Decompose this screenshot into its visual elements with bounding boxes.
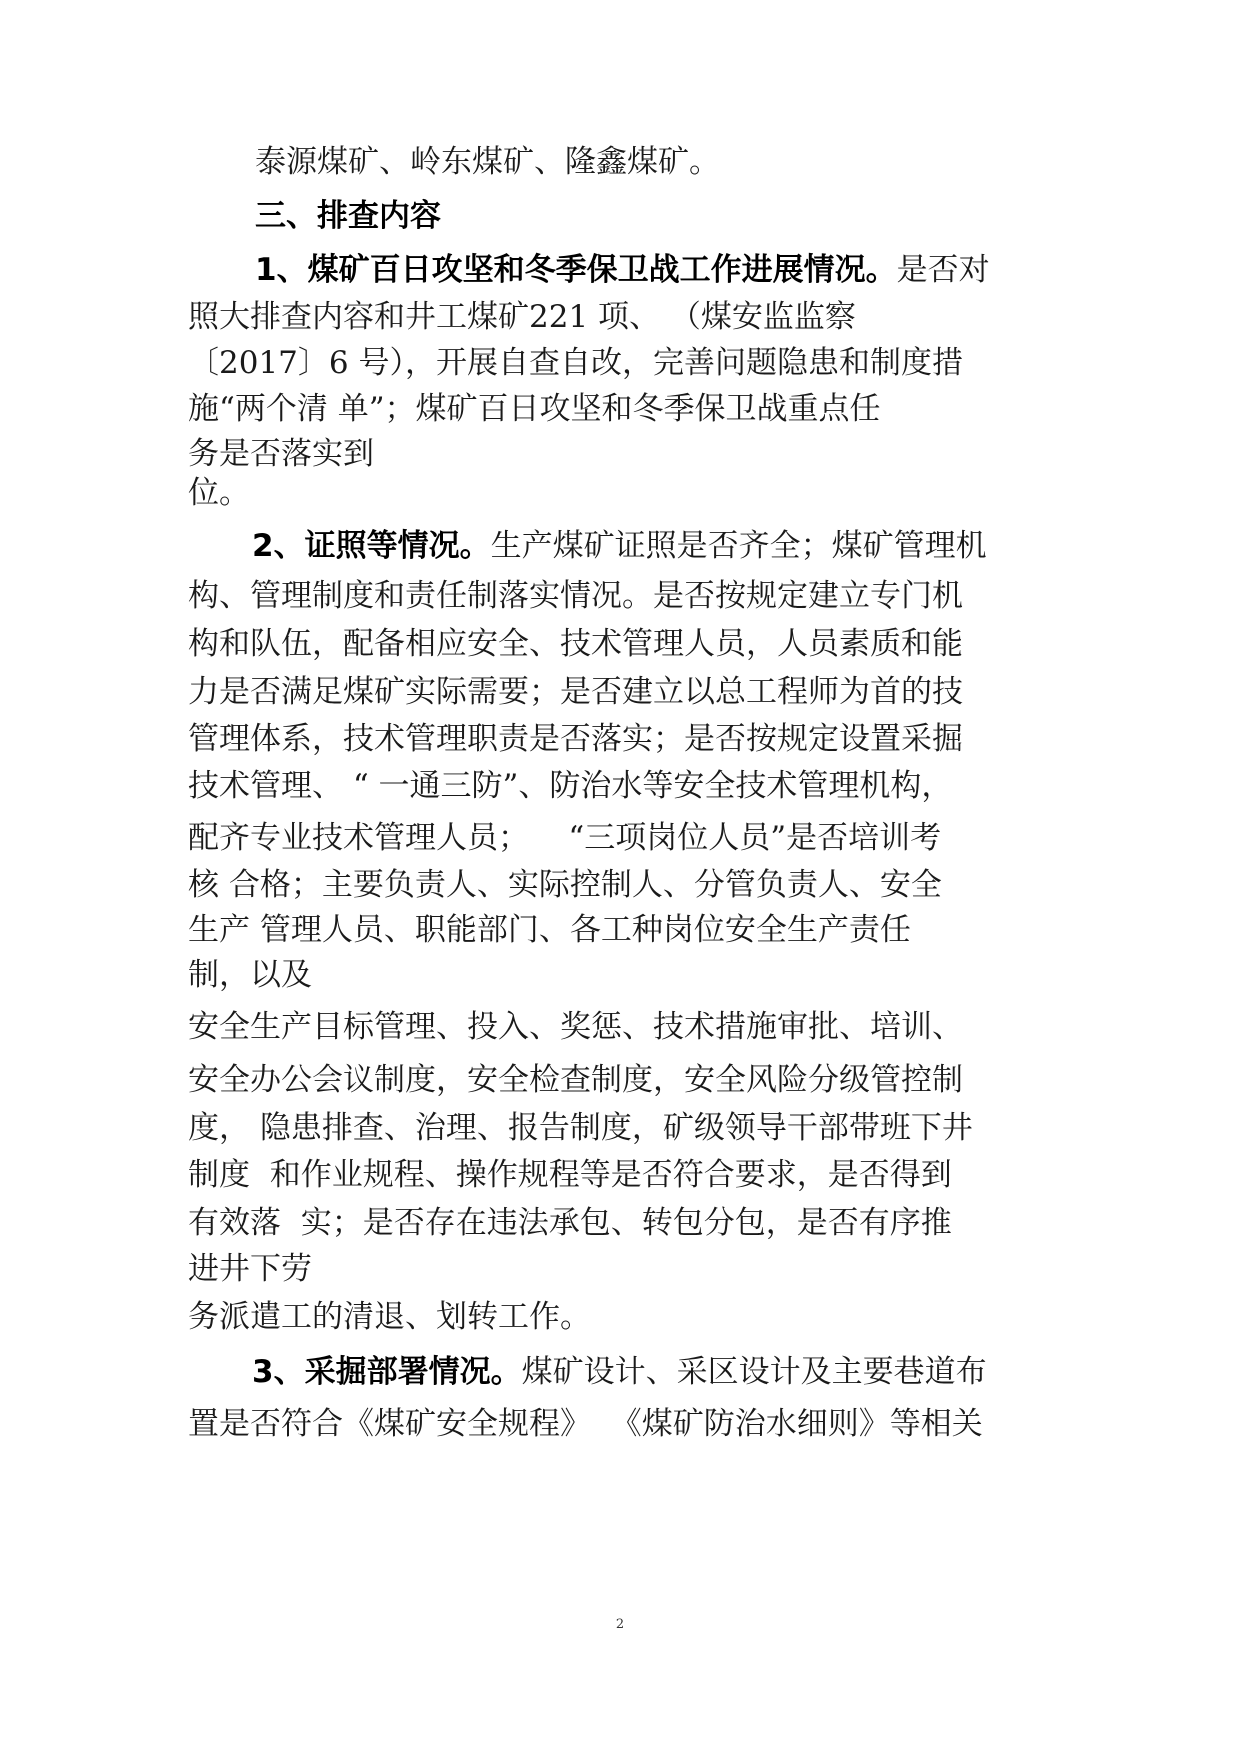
text-line: 力是否满足煤矿实际需要；是否建立以总工程师为首的技 [188, 674, 963, 710]
text-line: 构、管理制度和责任制落实情况。是否按规定建立专门机 [188, 578, 963, 614]
text-line: 有效落 实；是否存在违法承包、转包分包，是否有序推 [188, 1205, 952, 1241]
item-2-text: 生产煤矿证照是否齐全；煤矿管理机 [490, 528, 987, 564]
text-line: 制度 和作业规程、操作规程等是否符合要求，是否得到 [188, 1157, 952, 1193]
text-line: 配齐专业技术管理人员； “三项岗位人员”是否培训考 [188, 820, 942, 856]
text-line: 构和队伍，配备相应安全、技术管理人员，人员素质和能 [188, 626, 963, 662]
text-line: 置是否符合《煤矿安全规程》 《煤矿防治水细则》等相关 [188, 1406, 983, 1442]
item-1-text: 是否对 [896, 252, 990, 288]
item-3-text: 煤矿设计、采区设计及主要巷道布 [521, 1354, 987, 1390]
text-line: 生产 管理人员、职能部门、各工种岗位安全生产责任 [188, 912, 911, 948]
text-line: 务是否落实到 [188, 436, 374, 472]
text-line: 核 合格；主要负责人、实际控制人、分管负责人、安全 [188, 867, 942, 903]
item-2-title: 2、证照等情况。 [252, 528, 491, 564]
text-line: 安全办公会议制度，安全检查制度，安全风险分级管控制 [188, 1062, 963, 1098]
text-line: 制，以及 [188, 957, 312, 993]
text-line: 度， 隐患排查、治理、报告制度，矿级领导干部带班下井 [188, 1110, 973, 1146]
text-line: 进井下劳 [188, 1251, 312, 1287]
text-line: 泰源煤矿、岭东煤矿、隆鑫煤矿。 [255, 144, 720, 180]
text-line: 管理体系，技术管理职责是否落实；是否按规定设置采掘 [188, 721, 963, 757]
item-1-paragraph-start [255, 250, 990, 290]
page-number: 2 [615, 1617, 625, 1632]
text-line: 务派遣工的清退、划转工作。 [188, 1299, 591, 1335]
item-2-paragraph-start [252, 526, 987, 566]
item-3-title: 3、采掘部署情况。 [252, 1354, 522, 1390]
text-line: 位。 [188, 475, 250, 511]
text-line: 技术管理、 “ 一通三防”、防治水等安全技术管理机构， [188, 768, 953, 804]
text-line: 〔2017〕6 号），开展自查自改，完善问题隐患和制度措 [188, 345, 963, 381]
section-heading: 三、排查内容 [255, 198, 441, 234]
item-1-title: 1、煤矿百日攻坚和冬季保卫战工作进展情况。 [255, 252, 897, 288]
text-line: 照大排查内容和井工煤矿221 项、 （煤安监监察 [188, 299, 856, 335]
item-3-paragraph-start [252, 1352, 987, 1392]
text-line: 施“两个清 单”；煤矿百日攻坚和冬季保卫战重点任 [188, 391, 881, 427]
text-line: 安全生产目标管理、投入、奖惩、技术措施审批、培训、 [188, 1009, 963, 1045]
